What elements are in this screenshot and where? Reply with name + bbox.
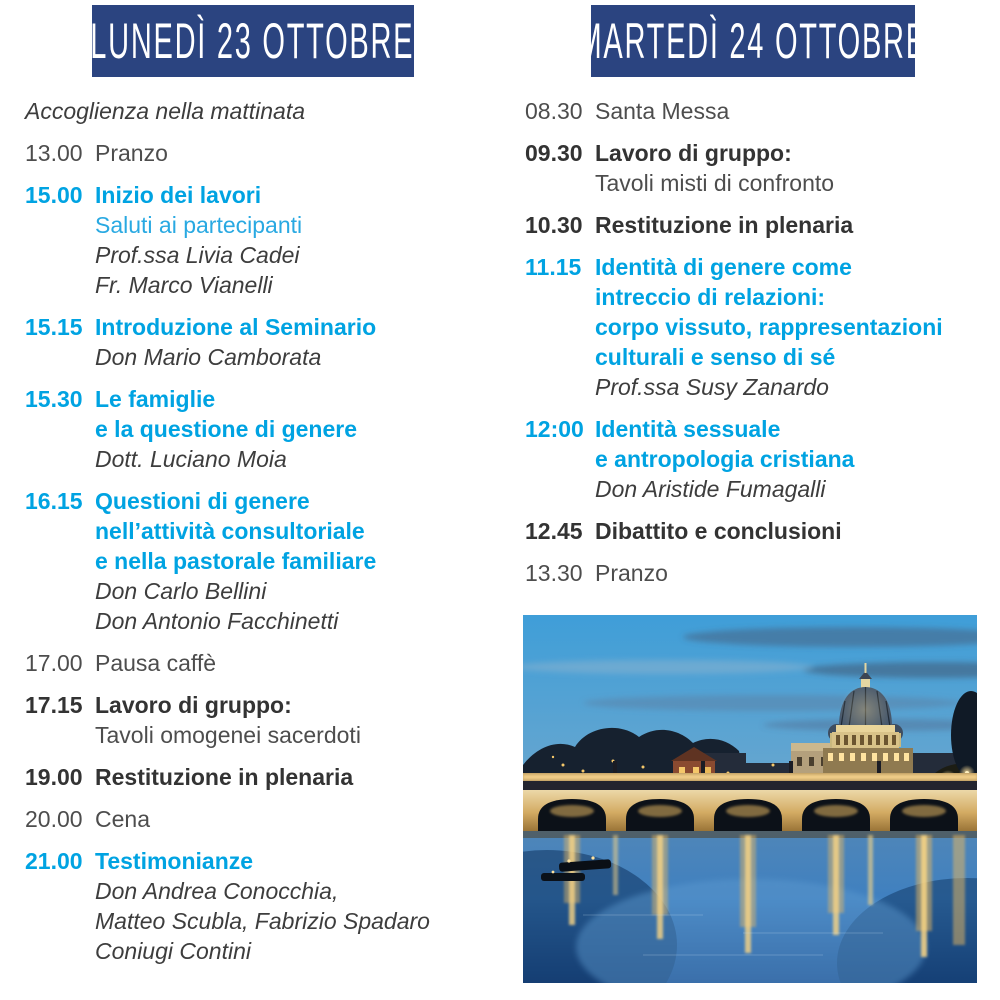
entry-time: 17.00 (25, 650, 83, 676)
schedule-entry (25, 96, 480, 126)
schedule-entry (525, 252, 980, 402)
entry-line: Don Antonio Facchinetti (95, 608, 339, 634)
entry-lines (95, 690, 480, 750)
entry-line: e la questione di genere (95, 416, 358, 442)
entry-line: nell’attività consultoriale (95, 518, 365, 544)
entry-line: Tavoli omogenei sacerdoti (95, 722, 361, 748)
entry-line: Pausa caffè (95, 650, 217, 676)
schedule-entry (525, 210, 980, 240)
schedule-entry (25, 180, 480, 300)
day-header-label: LUNEDÌ 23 OTTOBRE (90, 13, 415, 69)
entry-line: Don Aristide Fumagalli (595, 476, 826, 502)
entry-lines (595, 516, 980, 546)
entry-lines (25, 96, 480, 126)
entry-lines (595, 252, 980, 402)
schedule-entry (25, 648, 480, 678)
schedule-entry (25, 312, 480, 372)
entry-line: Dott. Luciano Moia (95, 446, 287, 472)
entry-line: intreccio di relazioni: (595, 284, 826, 310)
day-header-banner-monday (92, 5, 414, 77)
entry-lines (95, 138, 480, 168)
entry-lines (95, 762, 480, 792)
entry-lines (95, 648, 480, 678)
entry-line: Lavoro di gruppo: (595, 140, 792, 166)
day-header-banner-tuesday (577, 5, 928, 77)
entry-line: Coniugi Contini (95, 938, 251, 964)
entry-line: Identità sessuale (595, 416, 781, 442)
schedule-entry (25, 138, 480, 168)
entry-line: Prof.ssa Susy Zanardo (595, 374, 829, 400)
entry-lines (95, 804, 480, 834)
entry-line: Accoglienza nella mattinata (25, 98, 305, 124)
entry-line: e antropologia cristiana (595, 446, 855, 472)
entry-lines (95, 312, 480, 372)
entry-line: Le famiglie (95, 386, 216, 412)
schedule-entry (25, 384, 480, 474)
entry-lines (595, 210, 980, 240)
entry-time: 19.00 (25, 764, 83, 790)
entry-time: 09.30 (525, 140, 583, 166)
rome-photo (523, 615, 977, 983)
entry-lines (595, 414, 980, 504)
entry-line: Don Carlo Bellini (95, 578, 267, 604)
schedule-entry (525, 516, 980, 546)
entry-time: 15.00 (25, 182, 83, 208)
entry-line: Pranzo (95, 140, 168, 166)
entry-time: 13.30 (525, 560, 583, 586)
schedule-entry (25, 846, 480, 966)
entry-lines (95, 384, 480, 474)
entry-line: Testimonianze (95, 848, 254, 874)
entry-time: 21.00 (25, 848, 83, 874)
entry-line: Lavoro di gruppo: (95, 692, 292, 718)
entry-line: Prof.ssa Livia Cadei (95, 242, 300, 268)
entry-lines (595, 138, 980, 198)
entry-line: Restituzione in plenaria (595, 212, 854, 238)
entry-time: 15.15 (25, 314, 83, 340)
entry-line: e nella pastorale familiare (95, 548, 377, 574)
schedule-entry (525, 414, 980, 504)
day-column-tuesday (525, 5, 980, 600)
schedule-list (25, 96, 480, 966)
schedule-entry (525, 138, 980, 198)
entry-line: Cena (95, 806, 150, 832)
entry-line: corpo vissuto, rappresentazioni (595, 314, 943, 340)
entry-line: Pranzo (595, 560, 668, 586)
entry-time: 15.30 (25, 386, 83, 412)
entry-time: 16.15 (25, 488, 83, 514)
entry-time: 11.15 (525, 254, 582, 280)
schedule-entry (25, 762, 480, 792)
entry-line: Questioni di genere (95, 488, 310, 514)
entry-line: Introduzione al Seminario (95, 314, 377, 340)
entry-line: Don Mario Camborata (95, 344, 322, 370)
entry-line: Santa Messa (595, 98, 730, 124)
entry-line: Saluti ai partecipanti (95, 212, 303, 238)
entry-lines (595, 558, 980, 588)
entry-line: culturali e senso di sé (595, 344, 836, 370)
entry-line: Identità di genere come (595, 254, 852, 280)
entry-time: 08.30 (525, 98, 583, 124)
entry-line: Matteo Scubla, Fabrizio Spadaro (95, 908, 430, 934)
entry-time: 12.45 (525, 518, 583, 544)
entry-line: Dibattito e conclusioni (595, 518, 842, 544)
entry-line: Don Andrea Conocchia, (95, 878, 339, 904)
schedule-entry (25, 690, 480, 750)
entry-line: Tavoli misti di confronto (595, 170, 835, 196)
entry-lines (595, 96, 980, 126)
entry-time: 13.00 (25, 140, 83, 166)
entry-line: Inizio dei lavori (95, 182, 262, 208)
entry-time: 20.00 (25, 806, 83, 832)
entry-time: 10.30 (525, 212, 583, 238)
day-header-label: MARTEDÌ 24 OTTOBRE (577, 13, 928, 69)
entry-line: Restituzione in plenaria (95, 764, 354, 790)
entry-time: 17.15 (25, 692, 83, 718)
schedule-entry (25, 804, 480, 834)
entry-line: Fr. Marco Vianelli (95, 272, 273, 298)
schedule-list (525, 96, 980, 588)
entry-lines (95, 486, 480, 636)
entry-lines (95, 846, 480, 966)
rome-photo-illustration (523, 615, 977, 983)
day-column-monday (25, 5, 480, 978)
schedule-entry (25, 486, 480, 636)
schedule-entry (525, 96, 980, 126)
schedule-entry (525, 558, 980, 588)
entry-lines (95, 180, 480, 300)
entry-time: 12:00 (525, 416, 584, 442)
